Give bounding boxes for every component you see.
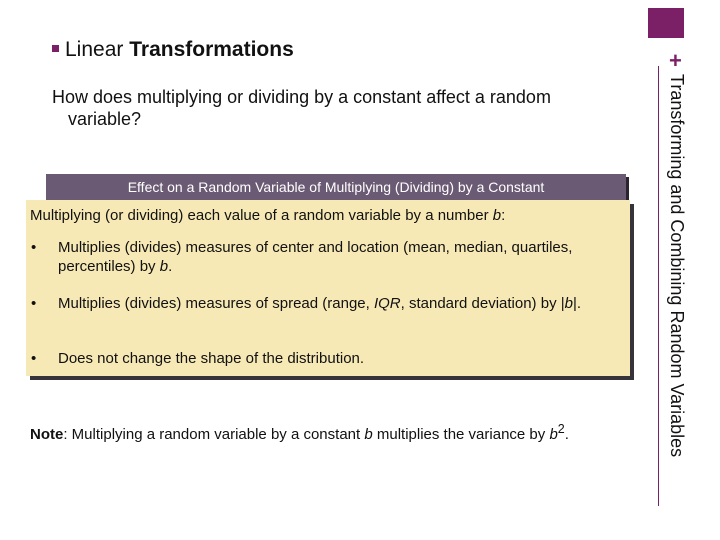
note-variable: b bbox=[549, 426, 558, 443]
note-variable: b bbox=[364, 426, 373, 443]
note-text bbox=[30, 420, 630, 444]
vertical-divider bbox=[658, 66, 659, 506]
bullet-icon: • bbox=[31, 350, 37, 367]
note-exponent: 2 bbox=[557, 422, 565, 436]
item-end: |. bbox=[572, 295, 582, 312]
item-variable: b bbox=[159, 258, 169, 275]
list-item-text bbox=[58, 294, 626, 313]
list-item-text: Does not change the shape of the distribution. bbox=[58, 350, 365, 367]
side-title: Transforming and Combining Random Variables bbox=[667, 74, 687, 458]
accent-block bbox=[648, 8, 684, 38]
heading-text-pre: Linear bbox=[65, 38, 124, 61]
heading-text-main: Transformations bbox=[129, 38, 294, 61]
bullet-icon: • bbox=[31, 295, 37, 312]
note-text-pre: : Multiplying a random variable by a constant bbox=[63, 426, 365, 443]
note-text-mid: multiplies the variance by bbox=[372, 426, 550, 443]
item-text: Multiplies (divides) measures of center and location (mean, median, quartiles, percentiles) by bbox=[58, 239, 573, 275]
list-item-text bbox=[58, 238, 626, 276]
question-line-1: How does multiplying or dividing by a constant affect a random bbox=[52, 87, 551, 107]
note-end: . bbox=[564, 426, 569, 443]
item-text-mid: , standard deviation) by | bbox=[400, 295, 565, 312]
question-text bbox=[52, 86, 632, 130]
rule-box-header: Effect on a Random Variable of Multiplying (Dividing) by a Constant bbox=[46, 174, 626, 200]
item-end: . bbox=[168, 258, 173, 275]
note-label: Note bbox=[30, 426, 64, 443]
slide-heading bbox=[52, 36, 294, 64]
item-text: Multiplies (divides) measures of spread (range, bbox=[58, 295, 374, 312]
bullet-icon: • bbox=[31, 239, 37, 256]
intro-end: : bbox=[501, 207, 506, 224]
intro-variable: b bbox=[492, 207, 502, 224]
intro-text: Multiplying (or dividing) each value of a random variable by a number bbox=[30, 207, 493, 224]
question-line-2: variable? bbox=[68, 109, 142, 129]
item-variable: IQR bbox=[373, 295, 401, 312]
rule-box bbox=[26, 200, 630, 376]
square-bullet-icon bbox=[52, 45, 59, 52]
item-variable: b bbox=[564, 295, 573, 312]
plus-icon: + bbox=[669, 48, 682, 73]
rule-box-intro bbox=[30, 206, 505, 225]
